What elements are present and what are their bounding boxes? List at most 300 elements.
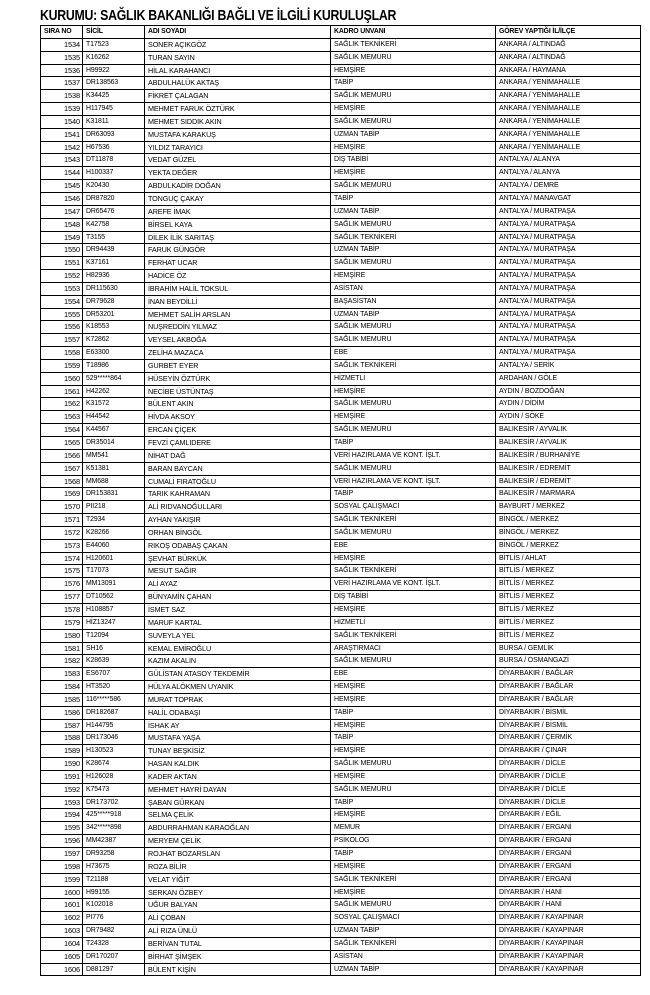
cell-sicil: K28266 bbox=[83, 526, 145, 539]
cell-gorev-yeri: BALIKESİR / AYVALIK bbox=[496, 437, 641, 450]
cell-kadro-unvani: SOSYAL ÇALIŞMACI bbox=[331, 501, 496, 514]
cell-gorev-yeri: ANTALYA / MURATPAŞA bbox=[496, 218, 641, 231]
cell-sicil: H99155 bbox=[83, 886, 145, 899]
cell-kadro-unvani: HEMŞİRE bbox=[331, 886, 496, 899]
table-row bbox=[41, 822, 641, 835]
cell-adi-soyadi: ABDURRAHMAN KARAOĞLAN bbox=[145, 822, 331, 835]
cell-sicil: DR138563 bbox=[83, 77, 145, 90]
cell-sicil: K34425 bbox=[83, 90, 145, 103]
cell-gorev-yeri: ANTALYA / MURATPAŞA bbox=[496, 257, 641, 270]
cell-kadro-unvani: UZMAN TABİP bbox=[331, 925, 496, 938]
cell-sira-no: 1601 bbox=[41, 899, 83, 912]
cell-gorev-yeri: BİTLİS / MERKEZ bbox=[496, 565, 641, 578]
table-row bbox=[41, 128, 641, 141]
table-row bbox=[41, 334, 641, 347]
cell-adi-soyadi: MERYEM ÇELİK bbox=[145, 835, 331, 848]
cell-gorev-yeri: DİYARBAKIR / ÇINAR bbox=[496, 745, 641, 758]
cell-sicil: DR93258 bbox=[83, 848, 145, 861]
cell-adi-soyadi: KADER AKTAN bbox=[145, 770, 331, 783]
cell-sira-no: 1546 bbox=[41, 192, 83, 205]
table-row bbox=[41, 770, 641, 783]
table-row bbox=[41, 385, 641, 398]
cell-sira-no: 1593 bbox=[41, 796, 83, 809]
cell-adi-soyadi: KAZIM AKALIN bbox=[145, 655, 331, 668]
cell-sicil: PII218 bbox=[83, 501, 145, 514]
cell-sicil: DR173046 bbox=[83, 732, 145, 745]
table-body bbox=[41, 38, 641, 976]
cell-sicil: K20430 bbox=[83, 180, 145, 193]
table-row bbox=[41, 514, 641, 527]
cell-kadro-unvani: HİZMETLİ bbox=[331, 372, 496, 385]
cell-kadro-unvani: HEMŞİRE bbox=[331, 103, 496, 116]
cell-gorev-yeri: DİYARBAKIR / KAYAPINAR bbox=[496, 963, 641, 976]
cell-sicil: T24328 bbox=[83, 937, 145, 950]
cell-sira-no: 1550 bbox=[41, 244, 83, 257]
cell-adi-soyadi: HİLAL KARAHANCI bbox=[145, 64, 331, 77]
cell-sicil: H108857 bbox=[83, 603, 145, 616]
cell-kadro-unvani: ASİSTAN bbox=[331, 282, 496, 295]
cell-sicil: H126028 bbox=[83, 770, 145, 783]
cell-sira-no: 1597 bbox=[41, 848, 83, 861]
cell-gorev-yeri: DİYARBAKIR / BAĞLAR bbox=[496, 681, 641, 694]
cell-kadro-unvani: SAĞLIK MEMURU bbox=[331, 257, 496, 270]
cell-adi-soyadi: CUMALİ FIRATOĞLU bbox=[145, 475, 331, 488]
table-row bbox=[41, 693, 641, 706]
cell-sira-no: 1541 bbox=[41, 128, 83, 141]
table-row bbox=[41, 398, 641, 411]
cell-gorev-yeri: DİYARBAKIR / ERGANİ bbox=[496, 860, 641, 873]
cell-gorev-yeri: AYDIN / BOZDOĞAN bbox=[496, 385, 641, 398]
cell-sira-no: 1592 bbox=[41, 783, 83, 796]
cell-gorev-yeri: DİYARBAKIR / KAYAPINAR bbox=[496, 925, 641, 938]
cell-gorev-yeri: DİYARBAKIR / KAYAPINAR bbox=[496, 912, 641, 925]
cell-kadro-unvani: SAĞLIK TEKNİKERİ bbox=[331, 629, 496, 642]
cell-gorev-yeri: DİYARBAKIR / HANİ bbox=[496, 899, 641, 912]
cell-gorev-yeri: ANKARA / YENİMAHALLE bbox=[496, 90, 641, 103]
cell-sicil: T12094 bbox=[83, 629, 145, 642]
cell-sicil: DR115630 bbox=[83, 282, 145, 295]
table-row bbox=[41, 539, 641, 552]
cell-sicil: K51381 bbox=[83, 462, 145, 475]
cell-sicil: T21188 bbox=[83, 873, 145, 886]
table-row bbox=[41, 783, 641, 796]
cell-sicil: H130523 bbox=[83, 745, 145, 758]
cell-sicil: H82936 bbox=[83, 270, 145, 283]
cell-adi-soyadi: BÜLENT KİŞİN bbox=[145, 963, 331, 976]
table-row bbox=[41, 192, 641, 205]
cell-kadro-unvani: HEMŞİRE bbox=[331, 745, 496, 758]
cell-adi-soyadi: İNAN BEYDİLLİ bbox=[145, 295, 331, 308]
cell-sira-no: 1595 bbox=[41, 822, 83, 835]
cell-adi-soyadi: VEDAT GÜZEL bbox=[145, 154, 331, 167]
cell-kadro-unvani: VERİ HAZIRLAMA VE KONT. İŞLT. bbox=[331, 578, 496, 591]
cell-kadro-unvani: HEMŞİRE bbox=[331, 860, 496, 873]
table-row bbox=[41, 848, 641, 861]
cell-kadro-unvani: ARAŞTIRMACI bbox=[331, 642, 496, 655]
cell-sira-no: 1553 bbox=[41, 282, 83, 295]
cell-adi-soyadi: MESUT SAĞIR bbox=[145, 565, 331, 578]
cell-sicil: 425*****918 bbox=[83, 809, 145, 822]
cell-adi-soyadi: ROZA BİLİR bbox=[145, 860, 331, 873]
cell-adi-soyadi: GURBET EYER bbox=[145, 359, 331, 372]
cell-adi-soyadi: ALİ AYAZ bbox=[145, 578, 331, 591]
cell-adi-soyadi: SELMA ÇELİK bbox=[145, 809, 331, 822]
cell-sira-no: 1589 bbox=[41, 745, 83, 758]
cell-gorev-yeri: ARDAHAN / GÖLE bbox=[496, 372, 641, 385]
cell-sira-no: 1556 bbox=[41, 321, 83, 334]
table-row bbox=[41, 925, 641, 938]
cell-sira-no: 1580 bbox=[41, 629, 83, 642]
cell-adi-soyadi: ROJHAT BOZARSLAN bbox=[145, 848, 331, 861]
cell-kadro-unvani: UZMAN TABİP bbox=[331, 308, 496, 321]
cell-adi-soyadi: FİKRET ÇALAGAN bbox=[145, 90, 331, 103]
cell-gorev-yeri: BALIKESİR / BURHANİYE bbox=[496, 449, 641, 462]
cell-sira-no: 1568 bbox=[41, 475, 83, 488]
cell-sira-no: 1596 bbox=[41, 835, 83, 848]
cell-sicil: ES6707 bbox=[83, 668, 145, 681]
cell-kadro-unvani: TABİP bbox=[331, 77, 496, 90]
cell-sicil: H73675 bbox=[83, 860, 145, 873]
cell-adi-soyadi: ZELİHA MAZACA bbox=[145, 347, 331, 360]
cell-adi-soyadi: GÜLİSTAN ATASOY TEKDEMİR bbox=[145, 668, 331, 681]
cell-sicil: MM688 bbox=[83, 475, 145, 488]
table-row bbox=[41, 475, 641, 488]
cell-gorev-yeri: BİNGÖL / MERKEZ bbox=[496, 526, 641, 539]
column-header-kadro-unvani: KADRO UNVANI bbox=[331, 26, 496, 39]
cell-sicil: SH16 bbox=[83, 642, 145, 655]
cell-sira-no: 1590 bbox=[41, 758, 83, 771]
cell-sira-no: 1574 bbox=[41, 552, 83, 565]
cell-adi-soyadi: NECİBE ÜSTÜNTAŞ bbox=[145, 385, 331, 398]
cell-adi-soyadi: ERCAN ÇİÇEK bbox=[145, 424, 331, 437]
cell-adi-soyadi: NİHAT DAĞ bbox=[145, 449, 331, 462]
cell-kadro-unvani: HEMŞİRE bbox=[331, 411, 496, 424]
cell-gorev-yeri: DİYARBAKIR / DİCLE bbox=[496, 770, 641, 783]
cell-gorev-yeri: BİTLİS / MERKEZ bbox=[496, 591, 641, 604]
cell-kadro-unvani: PSİKOLOG bbox=[331, 835, 496, 848]
table-row bbox=[41, 347, 641, 360]
cell-gorev-yeri: BİTLİS / MERKEZ bbox=[496, 629, 641, 642]
table-row bbox=[41, 77, 641, 90]
cell-kadro-unvani: SAĞLIK TEKNİKERİ bbox=[331, 231, 496, 244]
cell-kadro-unvani: HEMŞİRE bbox=[331, 270, 496, 283]
cell-sira-no: 1559 bbox=[41, 359, 83, 372]
cell-adi-soyadi: MARUF KARTAL bbox=[145, 616, 331, 629]
cell-kadro-unvani: HİZMETLİ bbox=[331, 616, 496, 629]
table-row bbox=[41, 64, 641, 77]
cell-kadro-unvani: SAĞLIK MEMURU bbox=[331, 51, 496, 64]
table-row bbox=[41, 873, 641, 886]
cell-kadro-unvani: SAĞLIK TEKNİKERİ bbox=[331, 565, 496, 578]
cell-sicil: K31811 bbox=[83, 115, 145, 128]
table-row bbox=[41, 501, 641, 514]
cell-adi-soyadi: VELAT YİĞİT bbox=[145, 873, 331, 886]
cell-sira-no: 1576 bbox=[41, 578, 83, 591]
cell-sira-no: 1570 bbox=[41, 501, 83, 514]
cell-gorev-yeri: ANTALYA / MURATPAŞA bbox=[496, 282, 641, 295]
cell-sira-no: 1539 bbox=[41, 103, 83, 116]
table-row bbox=[41, 257, 641, 270]
cell-sira-no: 1581 bbox=[41, 642, 83, 655]
cell-gorev-yeri: BAYBURT / MERKEZ bbox=[496, 501, 641, 514]
cell-kadro-unvani: HEMŞİRE bbox=[331, 64, 496, 77]
cell-kadro-unvani: HEMŞİRE bbox=[331, 552, 496, 565]
cell-adi-soyadi: RIKOŞ ODABAŞ ÇAKAN bbox=[145, 539, 331, 552]
cell-sicil: T17523 bbox=[83, 38, 145, 51]
cell-kadro-unvani: EBE bbox=[331, 668, 496, 681]
cell-sira-no: 1543 bbox=[41, 154, 83, 167]
table-row bbox=[41, 424, 641, 437]
cell-sicil: T3155 bbox=[83, 231, 145, 244]
table-row bbox=[41, 488, 641, 501]
cell-kadro-unvani: VERİ HAZIRLAMA VE KONT. İŞLT. bbox=[331, 449, 496, 462]
cell-kadro-unvani: HEMŞİRE bbox=[331, 770, 496, 783]
cell-sicil: DR173702 bbox=[83, 796, 145, 809]
cell-gorev-yeri: BİTLİS / MERKEZ bbox=[496, 616, 641, 629]
table-row bbox=[41, 732, 641, 745]
table-row bbox=[41, 282, 641, 295]
cell-gorev-yeri: DİYARBAKIR / ERGANİ bbox=[496, 822, 641, 835]
cell-gorev-yeri: BURSA / GEMLİK bbox=[496, 642, 641, 655]
cell-sira-no: 1547 bbox=[41, 205, 83, 218]
cell-sicil: H117945 bbox=[83, 103, 145, 116]
cell-sicil: DR79628 bbox=[83, 295, 145, 308]
cell-adi-soyadi: TURAN SAYIN bbox=[145, 51, 331, 64]
cell-gorev-yeri: BALIKESİR / EDREMİT bbox=[496, 475, 641, 488]
cell-sira-no: 1583 bbox=[41, 668, 83, 681]
cell-sicil: H144795 bbox=[83, 719, 145, 732]
cell-gorev-yeri: ANTALYA / MURATPAŞA bbox=[496, 270, 641, 283]
cell-kadro-unvani: TABİP bbox=[331, 848, 496, 861]
cell-sira-no: 1544 bbox=[41, 167, 83, 180]
cell-adi-soyadi: MURAT TOPRAK bbox=[145, 693, 331, 706]
cell-sira-no: 1579 bbox=[41, 616, 83, 629]
table-row bbox=[41, 167, 641, 180]
cell-sicil: DR79482 bbox=[83, 925, 145, 938]
cell-sicil: DR87820 bbox=[83, 192, 145, 205]
cell-sira-no: 1578 bbox=[41, 603, 83, 616]
cell-sira-no: 1569 bbox=[41, 488, 83, 501]
cell-adi-soyadi: BERİVAN TUTAL bbox=[145, 937, 331, 950]
cell-sira-no: 1536 bbox=[41, 64, 83, 77]
cell-adi-soyadi: MEHMET SIDDIK AKIN bbox=[145, 115, 331, 128]
cell-sicil: DR65476 bbox=[83, 205, 145, 218]
cell-sira-no: 1577 bbox=[41, 591, 83, 604]
cell-sira-no: 1552 bbox=[41, 270, 83, 283]
cell-kadro-unvani: SAĞLIK MEMURU bbox=[331, 899, 496, 912]
table-row bbox=[41, 218, 641, 231]
cell-gorev-yeri: BALIKESİR / MARMARA bbox=[496, 488, 641, 501]
cell-kadro-unvani: SAĞLIK MEMURU bbox=[331, 90, 496, 103]
cell-kadro-unvani: UZMAN TABİP bbox=[331, 963, 496, 976]
cell-sira-no: 1573 bbox=[41, 539, 83, 552]
cell-sicil: H100337 bbox=[83, 167, 145, 180]
cell-sicil: T18986 bbox=[83, 359, 145, 372]
cell-sira-no: 1587 bbox=[41, 719, 83, 732]
table-row bbox=[41, 655, 641, 668]
cell-gorev-yeri: BURSA / OSMANGAZİ bbox=[496, 655, 641, 668]
cell-sicil: K75473 bbox=[83, 783, 145, 796]
cell-kadro-unvani: TABİP bbox=[331, 796, 496, 809]
cell-kadro-unvani: SAĞLIK MEMURU bbox=[331, 321, 496, 334]
cell-adi-soyadi: SERKAN ÖZBEY bbox=[145, 886, 331, 899]
cell-gorev-yeri: ANTALYA / ALANYA bbox=[496, 167, 641, 180]
cell-gorev-yeri: DİYARBAKIR / BAĞLAR bbox=[496, 668, 641, 681]
cell-sicil: K72862 bbox=[83, 334, 145, 347]
cell-sira-no: 1545 bbox=[41, 180, 83, 193]
table-header-row bbox=[41, 26, 641, 39]
cell-kadro-unvani: SAĞLIK MEMURU bbox=[331, 783, 496, 796]
cell-kadro-unvani: TABİP bbox=[331, 437, 496, 450]
cell-gorev-yeri: BİTLİS / MERKEZ bbox=[496, 603, 641, 616]
cell-adi-soyadi: MUSTAFA KARAKUŞ bbox=[145, 128, 331, 141]
cell-sicil: K18553 bbox=[83, 321, 145, 334]
table-row bbox=[41, 51, 641, 64]
cell-kadro-unvani: SAĞLIK TEKNİKERİ bbox=[331, 514, 496, 527]
column-header-sira-no: SIRA NO bbox=[41, 26, 83, 39]
cell-kadro-unvani: SAĞLIK MEMURU bbox=[331, 180, 496, 193]
table-row bbox=[41, 629, 641, 642]
cell-gorev-yeri: DİYARBAKIR / ERGANİ bbox=[496, 835, 641, 848]
cell-sira-no: 1588 bbox=[41, 732, 83, 745]
cell-gorev-yeri: ANTALYA / MURATPAŞA bbox=[496, 205, 641, 218]
cell-kadro-unvani: ASİSTAN bbox=[331, 950, 496, 963]
table-row bbox=[41, 103, 641, 116]
cell-sicil: H42262 bbox=[83, 385, 145, 398]
cell-sicil: DR35014 bbox=[83, 437, 145, 450]
cell-kadro-unvani: DİŞ TABİBİ bbox=[331, 154, 496, 167]
cell-sira-no: 1551 bbox=[41, 257, 83, 270]
cell-sira-no: 1571 bbox=[41, 514, 83, 527]
cell-sira-no: 1555 bbox=[41, 308, 83, 321]
table-row bbox=[41, 668, 641, 681]
cell-gorev-yeri: DİYARBAKIR / BİSMİL bbox=[496, 719, 641, 732]
cell-sicil: K42758 bbox=[83, 218, 145, 231]
personnel-table bbox=[40, 25, 641, 976]
cell-sira-no: 1538 bbox=[41, 90, 83, 103]
table-row bbox=[41, 963, 641, 976]
cell-sira-no: 1600 bbox=[41, 886, 83, 899]
table-row bbox=[41, 578, 641, 591]
cell-kadro-unvani: UZMAN TABİP bbox=[331, 244, 496, 257]
table-row bbox=[41, 141, 641, 154]
cell-gorev-yeri: AYDIN / SÖKE bbox=[496, 411, 641, 424]
cell-adi-soyadi: MEHMET HAYRİ DAYAN bbox=[145, 783, 331, 796]
cell-gorev-yeri: ANTALYA / ALANYA bbox=[496, 154, 641, 167]
cell-sira-no: 1562 bbox=[41, 398, 83, 411]
column-header-sicil: SİCİL bbox=[83, 26, 145, 39]
column-header-gorev-yaptigi-il-ilce: GÖREV YAPTIĞI İL/İLÇE bbox=[496, 26, 641, 39]
cell-sira-no: 1537 bbox=[41, 77, 83, 90]
cell-sira-no: 1549 bbox=[41, 231, 83, 244]
cell-sicil: MM13091 bbox=[83, 578, 145, 591]
cell-sira-no: 1586 bbox=[41, 706, 83, 719]
table-row bbox=[41, 758, 641, 771]
cell-sira-no: 1565 bbox=[41, 437, 83, 450]
cell-kadro-unvani: SAĞLIK MEMURU bbox=[331, 526, 496, 539]
table-row bbox=[41, 899, 641, 912]
cell-sira-no: 1548 bbox=[41, 218, 83, 231]
cell-kadro-unvani: SAĞLIK MEMURU bbox=[331, 398, 496, 411]
table-row bbox=[41, 449, 641, 462]
cell-sicil: MM541 bbox=[83, 449, 145, 462]
cell-sira-no: 1598 bbox=[41, 860, 83, 873]
cell-adi-soyadi: HALİL ODABAŞI bbox=[145, 706, 331, 719]
cell-sicil: DR170207 bbox=[83, 950, 145, 963]
table-row bbox=[41, 154, 641, 167]
cell-kadro-unvani: SAĞLIK TEKNİKERİ bbox=[331, 873, 496, 886]
cell-kadro-unvani: SAĞLIK MEMURU bbox=[331, 334, 496, 347]
cell-kadro-unvani: HEMŞİRE bbox=[331, 719, 496, 732]
table-row bbox=[41, 244, 641, 257]
cell-adi-soyadi: BARAN BAYCAN bbox=[145, 462, 331, 475]
table-row bbox=[41, 745, 641, 758]
cell-adi-soyadi: TUNAY BEŞKİSİZ bbox=[145, 745, 331, 758]
table-row bbox=[41, 270, 641, 283]
cell-gorev-yeri: ANKARA / YENİMAHALLE bbox=[496, 77, 641, 90]
cell-kadro-unvani: SAĞLIK MEMURU bbox=[331, 758, 496, 771]
cell-sicil: DT11878 bbox=[83, 154, 145, 167]
table-row bbox=[41, 372, 641, 385]
cell-gorev-yeri: ANTALYA / MURATPAŞA bbox=[496, 244, 641, 257]
cell-sicil: 116*****586 bbox=[83, 693, 145, 706]
cell-sicil: DR63093 bbox=[83, 128, 145, 141]
cell-sira-no: 1534 bbox=[41, 38, 83, 51]
table-row bbox=[41, 552, 641, 565]
cell-adi-soyadi: FERHAT UCAR bbox=[145, 257, 331, 270]
cell-kadro-unvani: UZMAN TABİP bbox=[331, 205, 496, 218]
cell-adi-soyadi: DİLEK İLİK SARITAŞ bbox=[145, 231, 331, 244]
table-row bbox=[41, 180, 641, 193]
cell-gorev-yeri: DİYARBAKIR / KAYAPINAR bbox=[496, 950, 641, 963]
cell-adi-soyadi: ŞEVHAT BÜRKÜK bbox=[145, 552, 331, 565]
cell-sicil: HİZ13247 bbox=[83, 616, 145, 629]
cell-gorev-yeri: ANKARA / ALTINDAĞ bbox=[496, 51, 641, 64]
cell-kadro-unvani: SAĞLIK TEKNİKERİ bbox=[331, 359, 496, 372]
table-row bbox=[41, 295, 641, 308]
cell-adi-soyadi: MUSTAFA YAŞA bbox=[145, 732, 331, 745]
cell-gorev-yeri: ANTALYA / MANAVGAT bbox=[496, 192, 641, 205]
cell-sira-no: 1575 bbox=[41, 565, 83, 578]
cell-adi-soyadi: UĞUR BALYAN bbox=[145, 899, 331, 912]
cell-gorev-yeri: ANKARA / YENİMAHALLE bbox=[496, 103, 641, 116]
cell-adi-soyadi: YILDIZ TARAYICI bbox=[145, 141, 331, 154]
table-row bbox=[41, 860, 641, 873]
cell-gorev-yeri: ANKARA / HAYMANA bbox=[496, 64, 641, 77]
table-row bbox=[41, 359, 641, 372]
cell-kadro-unvani: VERİ HAZIRLAMA VE KONT. İŞLT. bbox=[331, 475, 496, 488]
cell-gorev-yeri: BİNGÖL / MERKEZ bbox=[496, 539, 641, 552]
cell-adi-soyadi: ALİ ÇOBAN bbox=[145, 912, 331, 925]
cell-gorev-yeri: DİYARBAKIR / KAYAPINAR bbox=[496, 937, 641, 950]
cell-sicil: DR153831 bbox=[83, 488, 145, 501]
cell-kadro-unvani: SAĞLIK MEMURU bbox=[331, 655, 496, 668]
cell-sicil: K31572 bbox=[83, 398, 145, 411]
cell-sira-no: 1557 bbox=[41, 334, 83, 347]
cell-sira-no: 1591 bbox=[41, 770, 83, 783]
cell-sicil: 342*****898 bbox=[83, 822, 145, 835]
table-row bbox=[41, 411, 641, 424]
cell-sira-no: 1605 bbox=[41, 950, 83, 963]
cell-gorev-yeri: ANKARA / ALTINDAĞ bbox=[496, 38, 641, 51]
cell-kadro-unvani: HEMŞİRE bbox=[331, 603, 496, 616]
cell-sicil: D881297 bbox=[83, 963, 145, 976]
table-row bbox=[41, 462, 641, 475]
cell-kadro-unvani: MEMUR bbox=[331, 822, 496, 835]
cell-sicil: HT3520 bbox=[83, 681, 145, 694]
cell-sicil: K28674 bbox=[83, 758, 145, 771]
cell-sicil: PI776 bbox=[83, 912, 145, 925]
